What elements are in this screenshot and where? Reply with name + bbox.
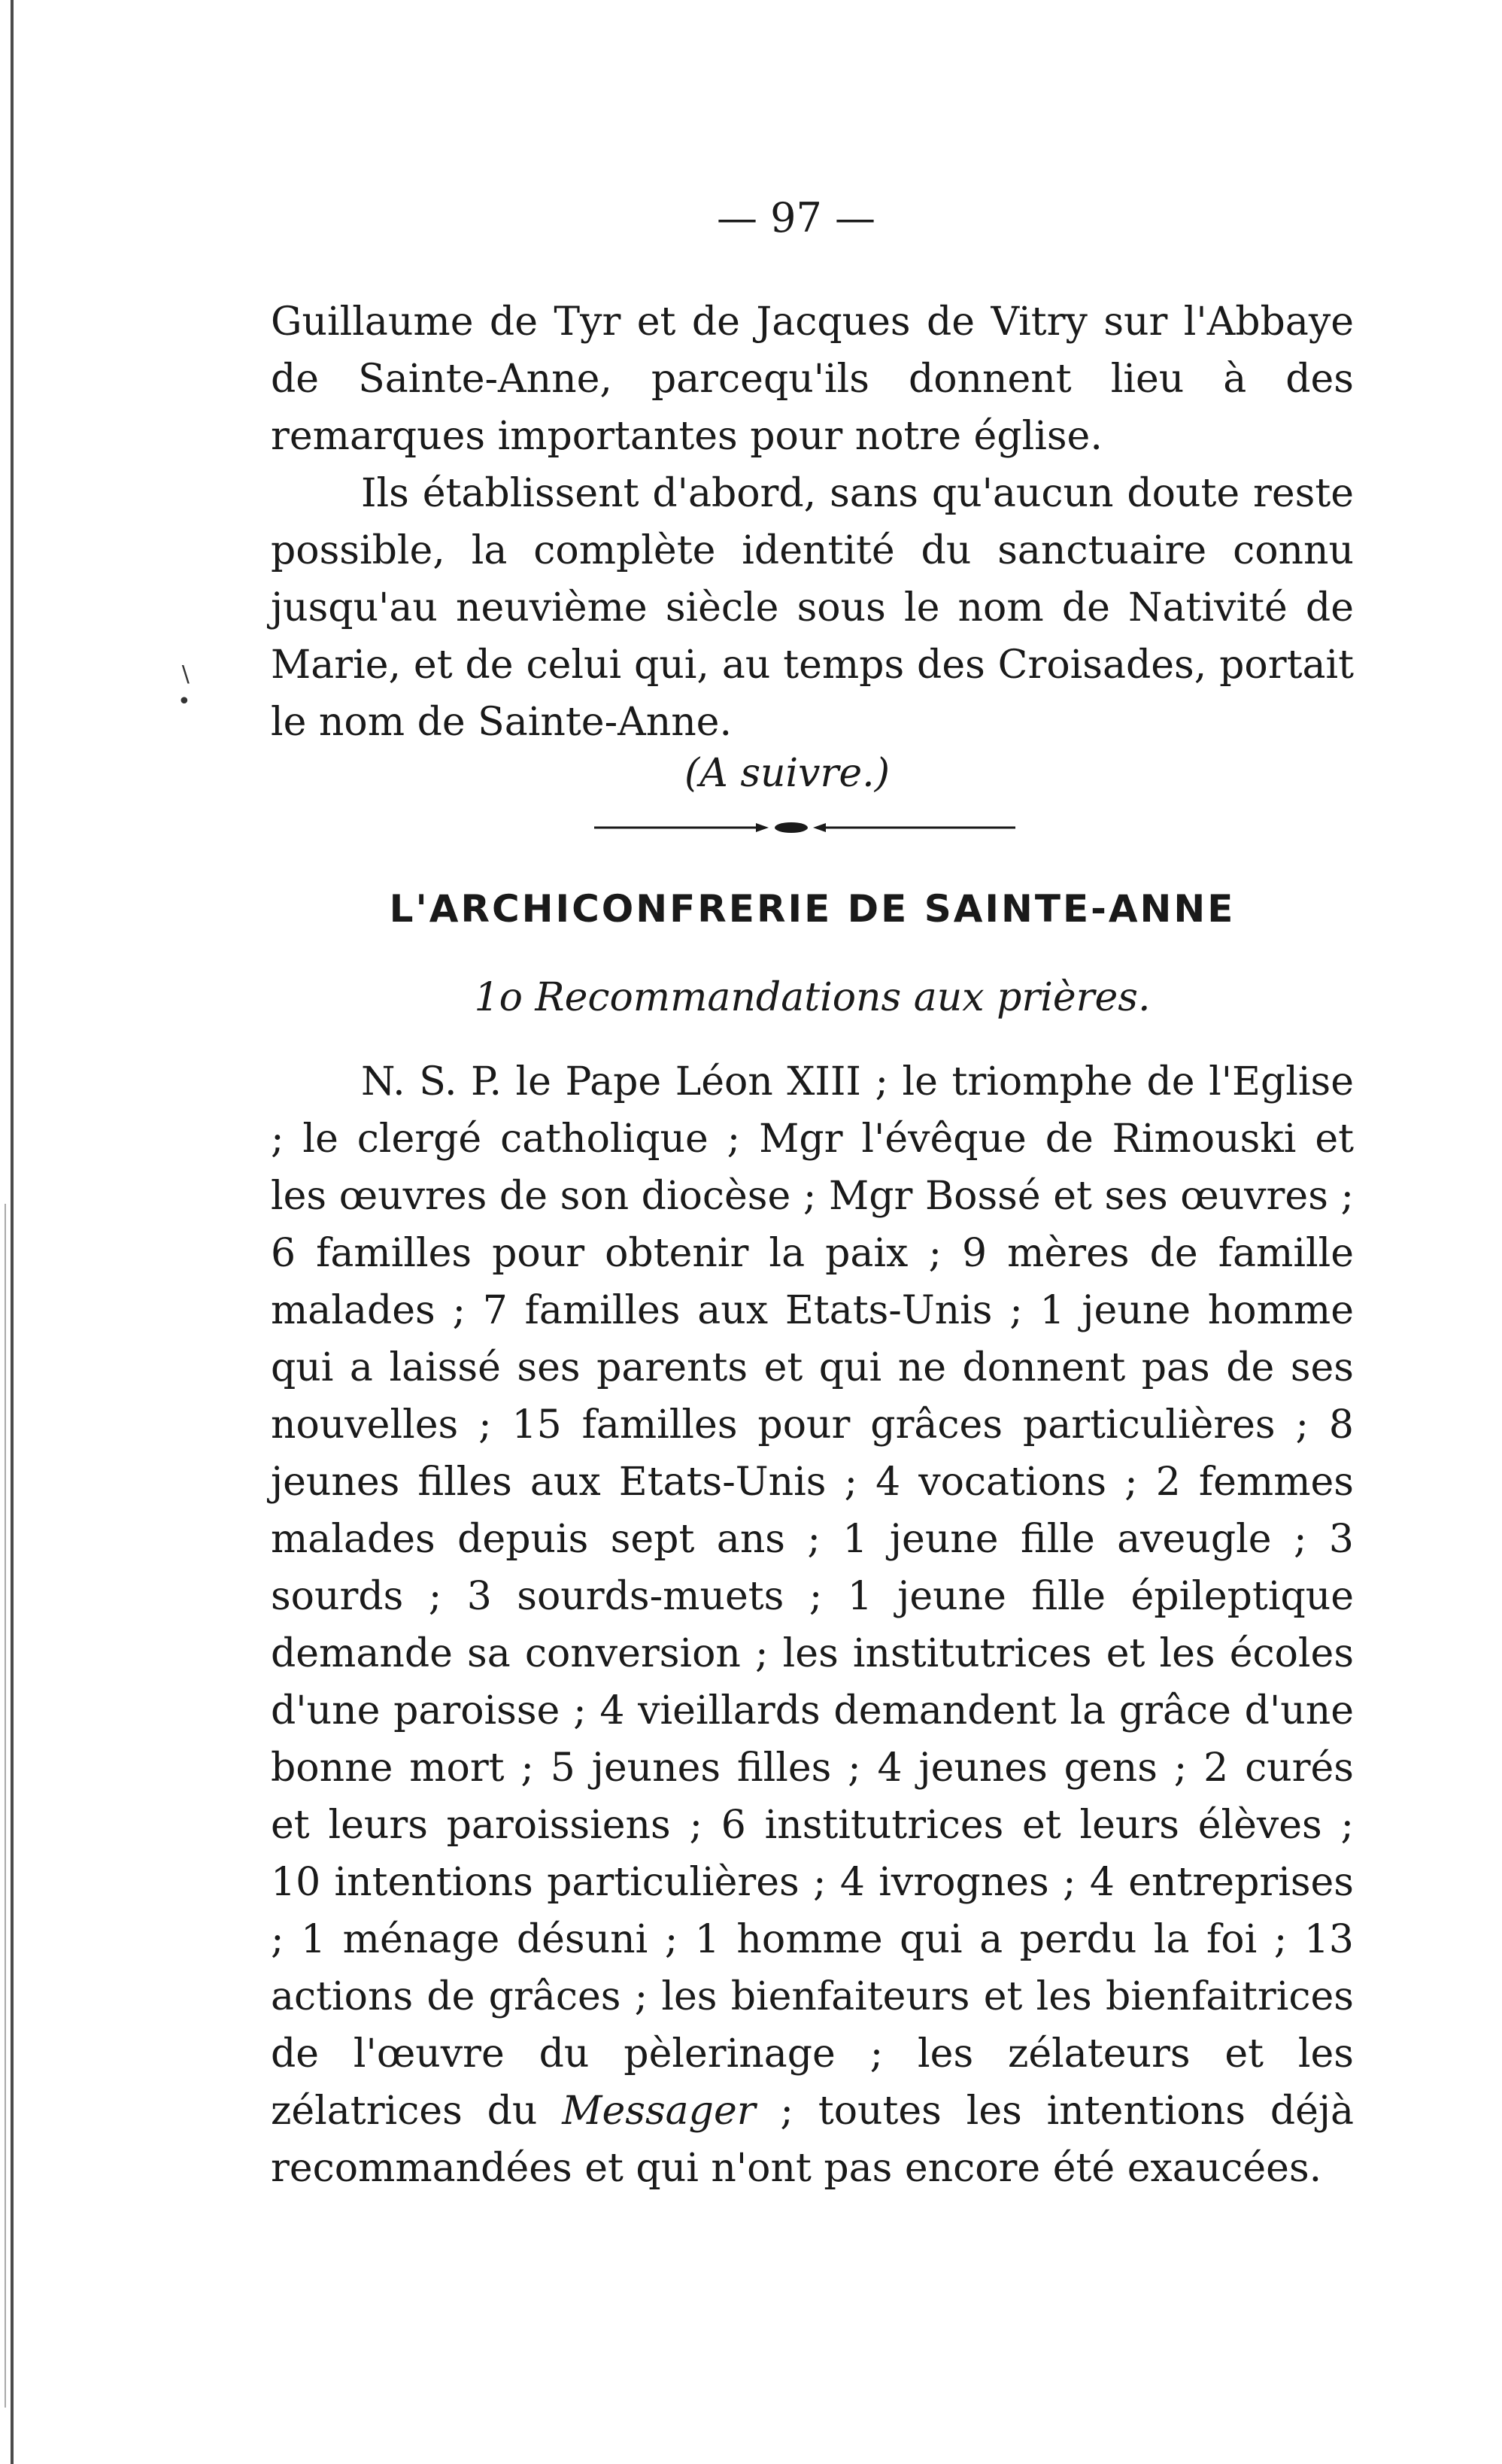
to-be-continued: (A suivre.) bbox=[684, 751, 890, 796]
recommendations-paragraph bbox=[271, 1053, 1354, 2197]
recommendations-text bbox=[271, 1053, 1354, 2197]
recommendations-part-2: ; toutes les intentions déjà recommandées et qui n'ont pas encore été exaucées. bbox=[271, 2089, 1354, 2191]
margin-marks: ∖ • bbox=[178, 662, 193, 715]
page-number: — 97 — bbox=[716, 194, 876, 242]
section-divider bbox=[594, 820, 1015, 835]
paragraph-2: Ils établissent d'abord, sans qu'aucun doute reste possible, la complète identité du sanctuaire connu jusqu'au neuvième siècle sous le nom de Nativité de Marie, et de celui qui, au temps des Croisades, portait le nom de Sainte-Anne. bbox=[271, 471, 1354, 745]
messager-title: Messager bbox=[562, 2089, 756, 2134]
section-heading: L'ARCHICONFRERIE DE SAINTE-ANNE bbox=[389, 887, 1236, 931]
binding-edge-shadow bbox=[5, 1204, 6, 2408]
recommendations-part-1: N. S. P. le Pape Léon XIII ; le triomphe de l'Eglise ; le clergé catholique ; Mgr l'évêque de Rimouski et les œuvres de son diocèse ; Mgr Bossé et ses œuvres ; 6 familles pour obtenir la paix ; 9 mères de famille malades ; 7 familles aux Etats-Unis ; 1 jeune homme qui a laissé ses parents et qui ne donnent pas de ses nouvelles ; 15 familles pour grâces particulières ; 8 jeunes filles aux Etats-Unis ; 4 vocations ; 2 femmes malades depuis sept ans ; 1 jeune fille aveugle ; 3 sourds ; 3 sourds-muets ; 1 jeune fille épileptique demande sa conversion ; les institutrices et les écoles d'une paroisse ; 4 vieillards demandent la grâce d'une bonne mort ; 5 jeunes filles ; 4 jeunes gens ; 2 curés et leurs paroissiens ; 6 institutrices et leurs élèves ; 10 intentions particulières ; 4 ivrognes ; 4 entreprises ; 1 ménage désuni ; 1 homme qui a perdu la foi ; 13 actions de grâces ; les bienfaiteurs et les bienfaitrices de l'œuvre du pèlerinage ; les zélateurs et les zélatrices du bbox=[271, 1059, 1354, 2134]
continued-text bbox=[271, 293, 1354, 751]
binding-edge bbox=[11, 0, 14, 2464]
recommendations-subheading: 1o Recommandations aux prières. bbox=[474, 975, 1151, 1020]
paragraph-1: Guillaume de Tyr et de Jacques de Vitry sur l'Abbaye de Sainte-Anne, parcequ'ils donnent lieu à des remarques importantes pour notre église. bbox=[271, 299, 1354, 459]
